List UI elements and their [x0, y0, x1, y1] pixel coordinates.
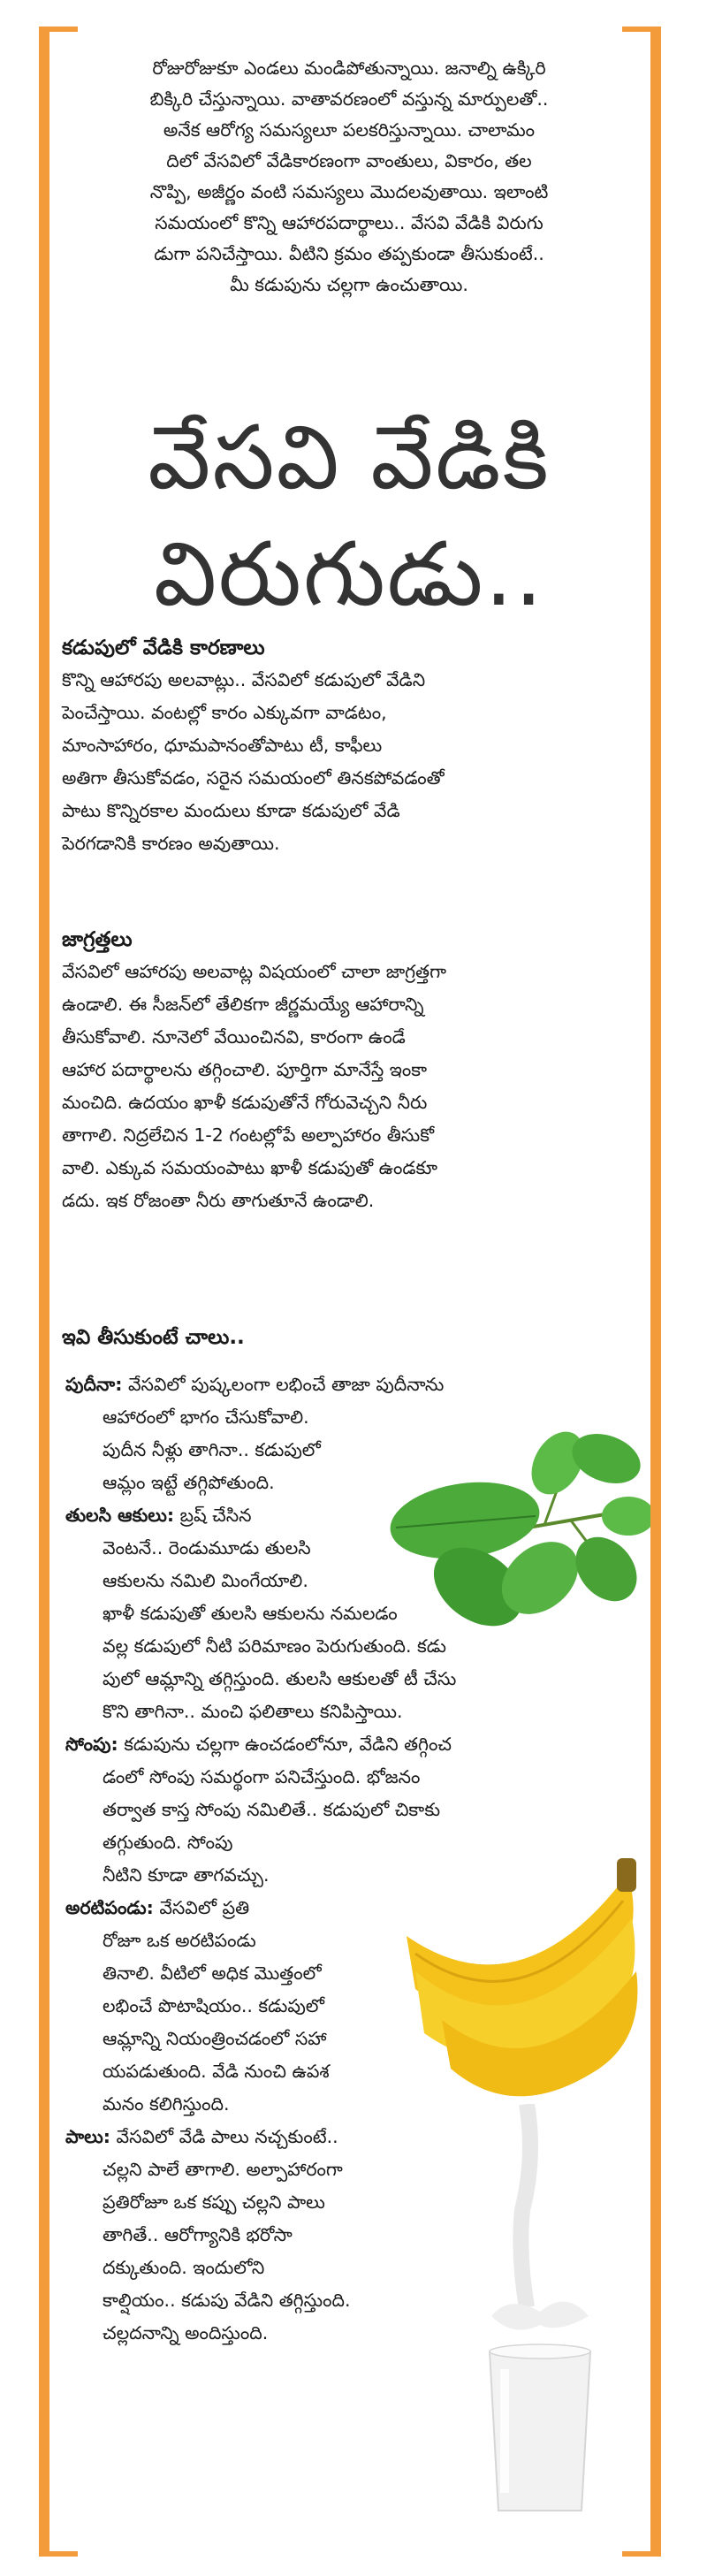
body-line: ఆహార పదార్థాలను తగ్గించాలి. పూర్తిగా మానేస్తే ఇంకా: [62, 1059, 428, 1080]
headline-line-1: వేసవి వేడికి: [148, 406, 551, 509]
left-border-rule: [39, 27, 49, 2557]
body-line: వేసవిలో ఆహారపు అలవాట్ల విషయంలో చాలా జాగ్రత్తగా: [62, 961, 446, 982]
remedy-line: వెంటనే.. రెండుమూడు తులసి: [103, 1537, 311, 1559]
top-left-corner: [39, 27, 78, 32]
remedy-line: తినాలి. వీటిలో అధిక మొత్తంలో: [103, 1962, 322, 1984]
remedy-line: యపడుతుంది. వేడి నుంచి ఉపశ: [103, 2061, 330, 2082]
section-remedies-heading: [62, 1322, 636, 1353]
intro-line: బిక్కిరి చేస్తున్నాయి. వాతావరణంలో వస్తున్న మార్పులతో..: [149, 88, 549, 110]
body-line: కొన్ని ఆహారపు అలవాట్లు.. వేసవిలో కడుపులో వేడిని: [62, 669, 426, 690]
remedy-line: చల్లదనాన్ని అందిస్తుంది.: [103, 2322, 269, 2344]
intro-paragraph: [62, 53, 636, 301]
headline-line-2: విరుగుడు..: [153, 522, 545, 626]
bottom-right-corner: [622, 2551, 661, 2557]
body-line: అతిగా తీసుకోవడం, సరైన సమయంలో తినకపోవడంతో: [62, 767, 445, 789]
body-line: వాలి. ఎక్కువ సమయంపాటు ఖాళీ కడుపుతో ఉండకూ: [62, 1157, 437, 1178]
remedy-label-sompu: సోంపు:: [65, 1734, 118, 1755]
bottom-left-corner: [39, 2551, 78, 2557]
section-title: ఇవి తీసుకుంటే చాలు..: [62, 1326, 245, 1349]
body-line: పెరగడానికి కారణం అవుతాయి.: [62, 833, 280, 854]
remedy-line: డంలో సోంపు సమర్థంగా పనిచేస్తుంది. భోజనం: [103, 1766, 421, 1787]
headline: [62, 400, 636, 633]
remedy-line: ఆమ్లం ఇట్టే తగ్గిపోతుంది.: [103, 1472, 275, 1493]
remedy-label-tulasi: తులసి ఆకులు:: [65, 1505, 175, 1526]
remedy-line: ఆకులను నమిలి మింగేయాలి.: [103, 1570, 308, 1591]
intro-line: రోజురోజుకూ ఎండలు మండిపోతున్నాయి. జనాల్ని ఉక్కిరి: [152, 57, 546, 79]
remedy-label-arati: అరటిపండు:: [65, 1897, 154, 1918]
remedy-line: పుదీన నీళ్లు తాగినా.. కడుపులో: [103, 1439, 321, 1460]
remedies-list: [65, 1368, 649, 2350]
remedy-line: ఆమ్లాన్ని నియంత్రించడంలో సహా: [103, 2028, 327, 2049]
intro-line: దిలో వేసవిలో వేడికారణంగా వాంతులు, వికారం, తల: [166, 150, 532, 171]
section-precautions: [62, 924, 636, 1217]
remedy-line: దక్కుతుంది. ఇందులోని: [103, 2257, 265, 2278]
body-line: పాటు కొన్నిరకాల మందులు కూడా కడుపులో వేడి: [62, 800, 400, 821]
remedy-line: ఆహారంలో భాగం చేసుకోవాలి.: [103, 1406, 309, 1428]
remedy-line: నీటిని కూడా తాగవచ్చు.: [103, 1864, 270, 1886]
body-line: డదు. ఇక రోజంతా నీరు తాగుతూనే ఉండాలి.: [62, 1190, 375, 1211]
remedy-line: అరటిపండు: వేసవిలో ప్రతి: [65, 1897, 250, 1918]
remedy-line: ప్రతిరోజూ ఒక కప్పు చల్లని పాలు: [103, 2191, 325, 2213]
body-line: ఉండాలి. ఈ సీజన్‌లో తేలికగా జీర్ణమయ్యే ఆహారాన్ని: [62, 994, 424, 1015]
remedy-line: పుదీనా: వేసవిలో పుష్కలంగా లభించే తాజా పుదీనాను: [65, 1374, 445, 1395]
body-line: తాగాలి. నిద్రలేచిన 1-2 గంటల్లోపే అల్పాహారం తీసుకో: [62, 1124, 435, 1146]
top-right-corner: [622, 27, 661, 32]
intro-line: నొప్పి, అజీర్ణం వంటి సమస్యలు మొదలవుతాయి. ఇలాంటి: [149, 181, 549, 202]
intro-line: మీ కడుపును చల్లగా ఉంచుతాయి.: [230, 274, 468, 295]
remedy-line: తులసి ఆకులు: బ్రష్ చేసిన: [65, 1505, 252, 1526]
remedy-line: పులో ఆమ్లాన్ని తగ్గిస్తుంది. తులసి ఆకులతో టీ చేసు: [103, 1668, 457, 1689]
intro-line: సమయంలో కొన్ని ఆహారపదార్థాలు.. వేసవి వేడికి విరుగు: [155, 212, 544, 233]
section-title: జాగ్రత్తలు: [62, 928, 133, 951]
body-line: తీసుకోవాలి. నూనెలో వేయించినవి, కారంగా ఉండే: [62, 1026, 406, 1048]
remedy-line: తగ్గుతుంది. సోంపు: [103, 1832, 233, 1853]
remedy-line: చల్లని పాలే తాగాలి. అల్పాహారంగా: [103, 2159, 343, 2180]
intro-line: అనేక ఆరోగ్య సమస్యలూ పలకరిస్తున్నాయి. చాలామం: [163, 119, 536, 141]
remedy-label-pudina: పుదీనా:: [65, 1374, 123, 1395]
body-line: మంచిది. ఉదయం ఖాళీ కడుపుతోనే గోరువెచ్చని నీరు: [62, 1092, 428, 1113]
remedy-line: పాలు: వేసవిలో వేడి పాలు నచ్చకుంటే..: [65, 2126, 338, 2147]
intro-line: డుగా పనిచేస్తాయి. వీటిని క్రమం తప్పకుండా తీసుకుంటే..: [154, 243, 544, 264]
remedy-line: కొని తాగినా.. మంచి ఫలితాలు కనిపిస్తాయి.: [103, 1701, 403, 1722]
remedy-line: తాగితే.. ఆరోగ్యానికి భరోసా: [103, 2224, 293, 2245]
right-border-rule: [650, 27, 661, 2557]
remedy-line: మనం కలిగిస్తుంది.: [103, 2093, 230, 2115]
body-line: పెంచేస్తాయి. వంటల్లో కారం ఎక్కువగా వాడటం,: [62, 702, 387, 723]
remedy-line: వల్ల కడుపులో నీటి పరిమాణం పెరుగుతుంది. కడు: [103, 1635, 447, 1657]
remedy-label-paalu: పాలు:: [65, 2126, 110, 2147]
section-causes: [62, 632, 636, 860]
body-line: మాంసాహారం, ధూమపానంతోపాటు టీ, కాఫీలు: [62, 735, 383, 756]
remedy-line: తర్వాత కాస్త సోంపు నమిలితే.. కడుపులో చికాకు: [103, 1799, 441, 1820]
remedy-line: సోంపు: కడుపును చల్లగా ఉంచడంలోనూ, వేడిని తగ్గించ: [65, 1734, 452, 1755]
section-title: కడుపులో వేడికి కారణాలు: [62, 636, 265, 659]
remedy-line: ఖాళీ కడుపుతో తులసి ఆకులను నమలడం: [103, 1603, 398, 1624]
remedy-line: రోజూ ఒక అరటిపండు: [103, 1930, 256, 1951]
remedy-line: కాల్షియం.. కడుపు వేడిని తగ్గిస్తుంది.: [103, 2290, 351, 2311]
remedy-line: లభించే పొటాషియం.. కడుపులో: [103, 1995, 324, 2016]
